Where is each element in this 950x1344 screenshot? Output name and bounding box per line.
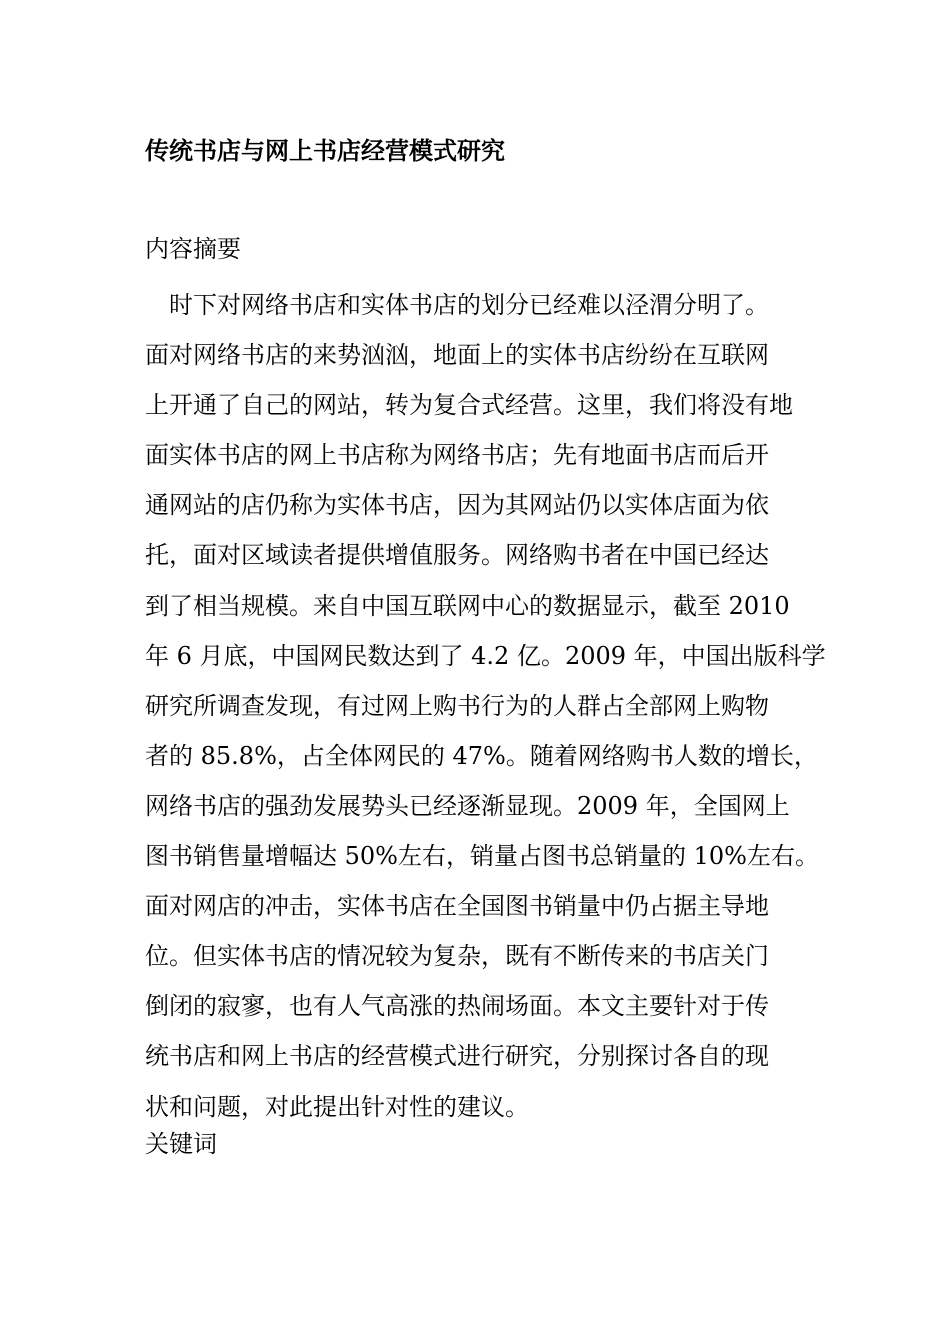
- abstract-line: 面对网店的冲击，实体书店在全国图书销量中仍占据主导地: [145, 892, 769, 921]
- abstract-body: [145, 280, 835, 1132]
- document-title: 传统书店与网上书店经营模式研究: [145, 136, 505, 165]
- keywords-heading: 关键词: [145, 1130, 217, 1158]
- abstract-line: 托，面对区域读者提供增值服务。网络购书者在中国已经达: [145, 541, 769, 570]
- abstract-heading: 内容摘要: [145, 235, 241, 263]
- abstract-line: 倒闭的寂寥，也有人气高涨的热闹场面。本文主要针对于传: [145, 992, 769, 1021]
- abstract-line: 图书销售量增幅达 50%左右，销量占图书总销量的 10%左右。: [145, 842, 819, 871]
- abstract-line: 研究所调查发现，有过网上购书行为的人群占全部网上购物: [145, 691, 769, 720]
- abstract-line: 者的 85.8%，占全体网民的 47%。随着网络购书人数的增长，: [145, 741, 818, 770]
- abstract-line: 面实体书店的网上书店称为网络书店；先有地面书店而后开: [145, 441, 769, 470]
- abstract-line: 年 6 月底，中国网民数达到了 4.2 亿。2009 年，中国出版科学: [145, 641, 826, 670]
- abstract-line: 位。但实体书店的情况较为复杂，既有不断传来的书店关门: [145, 942, 769, 971]
- abstract-line: 通网站的店仍称为实体书店，因为其网站仍以实体店面为依: [145, 491, 769, 520]
- abstract-line: 上开通了自己的网站，转为复合式经营。这里，我们将没有地: [145, 391, 793, 420]
- abstract-line: 到了相当规模。来自中国互联网中心的数据显示，截至 2010: [145, 591, 790, 620]
- abstract-line: 状和问题，对此提出针对性的建议。: [145, 1092, 529, 1121]
- abstract-line: 时下对网络书店和实体书店的划分已经难以泾渭分明了。: [169, 291, 769, 319]
- abstract-line: 面对网络书店的来势汹汹，地面上的实体书店纷纷在互联网: [145, 341, 769, 370]
- abstract-line: 统书店和网上书店的经营模式进行研究，分别探讨各自的现: [145, 1042, 769, 1071]
- abstract-line: 网络书店的强劲发展势头已经逐渐显现。2009 年，全国网上: [145, 791, 790, 820]
